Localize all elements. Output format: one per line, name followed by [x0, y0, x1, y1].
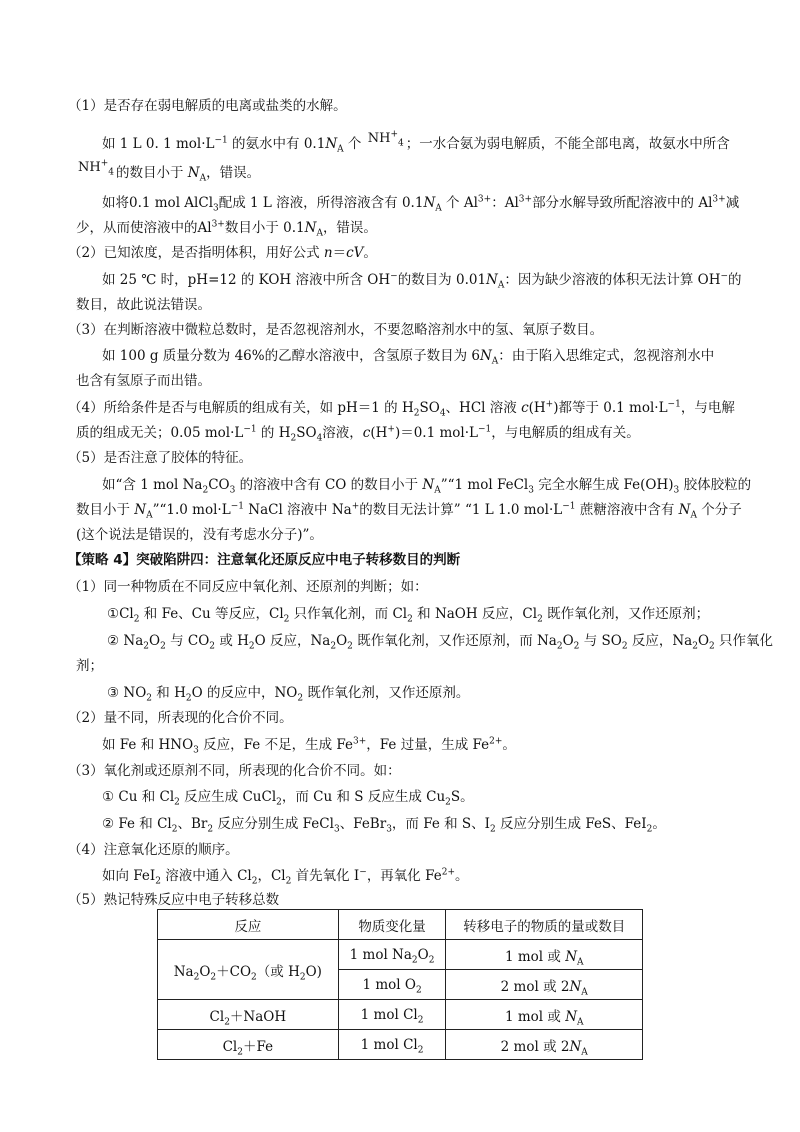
- paragraph-line: 如“含 1 mol $Na_2CO_3$ 的溶液中含有 CO 的数目小于 $N_A”“1$ mol FeCl$_3$ 完全水解生成 $Fe(OH)_3$ 胶体胶粒的: [102, 477, 752, 496]
- paragraph-line: 剂；: [76, 658, 103, 674]
- item-5-heading: （5）熟记特殊反应中电子转移总数: [68, 892, 280, 908]
- paragraph-line: $NH^+_4$ 的数目小于 $N_A$，错误。: [78, 158, 261, 184]
- table-cell: 1 mol 或 $N_A$: [446, 940, 643, 970]
- paragraph-line: 质的组成无关；0.05 $mol\cdot L^{-1}$ 的 $H_2SO_4$溶液，c(H+)＝0.1 $mol\cdot L^{-1}$，与电解质的组成有关。: [76, 424, 640, 444]
- paragraph-line: 少，从而使溶液中的$Al^{3+}$数目小于 $0.1N_A$，错误。: [76, 219, 377, 239]
- table-row: [158, 1000, 643, 1030]
- table-cell: 1 mol $Cl_2$: [338, 1000, 446, 1030]
- paragraph-line: 如向 FeI$_2$ 溶液中通入 $Cl_2$，$Cl_2$ 首先氧化 I−，再氧化 $Fe^{2+}$。: [102, 867, 469, 887]
- table-cell: 2 mol 或 $2N_A$: [446, 1030, 643, 1060]
- table-header-cell: 转移电子的物质的量或数目: [446, 910, 643, 940]
- strategy-heading: 【策略 4】突破陷阱四：注意氧化还原反应中电子转移数目的判断: [68, 552, 461, 568]
- item-2-heading: （2）已知浓度，是否指明体积，用好公式 n＝cV。: [68, 245, 377, 261]
- paragraph-line: ② Fe 和 $Cl_2$、$Br_2$ 反应分别生成 FeCl$_3$、FeBr$_3$，而 Fe 和 S、$I_2$ 反应分别生成 FeS、FeI$_2$。: [102, 816, 666, 835]
- item-5-heading: （5）是否注意了胶体的特征。: [68, 450, 253, 466]
- table-cell: $Cl_2+NaOH$: [158, 1000, 339, 1030]
- table-cell: $Na_2O_2+CO_2$（或 $H_2O$): [158, 940, 339, 1000]
- electron-transfer-table: [157, 909, 643, 1060]
- paragraph-line: 如 Fe 和 $HNO_3$ 反应，Fe 不足，生成 $Fe^{3+}$，Fe 过量，生成 $Fe^{2+}$。: [102, 736, 516, 756]
- table-header-cell: 物质变化量: [338, 910, 446, 940]
- paragraph-line: 数目，故此说法错误。: [76, 297, 211, 313]
- table-row: [158, 940, 643, 970]
- table-cell: $Cl_2+Fe$: [158, 1030, 339, 1060]
- item-4-heading: （4）所给条件是否与电解质的组成有关，如 pH＝1 的 $H_2SO_4$、HCl 溶液 c(H+)都等于 0.1 $mol\cdot L^{-1}$，与电解: [68, 399, 735, 419]
- paragraph-line: $①Cl_2$ 和 Fe、Cu 等反应，$Cl_2$ 只作氧化剂，而 $Cl_2$ 和 NaOH 反应，$Cl_2$ 既作氧化剂，又作还原剂；: [107, 606, 710, 625]
- table-cell: 2 mol 或 $2N_A$: [446, 970, 643, 1000]
- paragraph-line: 也含有氢原子而出错。: [76, 373, 211, 389]
- paragraph-line: ③ $NO_2$ 和 $H_2O$ 的反应中，$NO_2$ 既作氧化剂，又作还原剂。: [107, 685, 470, 704]
- item-3-heading: （3）氧化剂或还原剂不同，所表现的化合价不同。如：: [68, 763, 401, 779]
- paragraph-line: 如将0.1 mol AlCl$_3$配成 1 L 溶液，所得溶液含有 $0.1N_A$ 个 $Al^{3+}$：$Al^{3+}$部分水解导致所配溶液中的 $Al^{3+}$减: [102, 194, 740, 214]
- table-header-row: [158, 910, 643, 940]
- table-cell: 1 mol $O_2$: [338, 970, 446, 1000]
- paragraph-line: (这个说法是错误的，没有考虑水分子)”。: [76, 527, 323, 543]
- paragraph-line: 如 100 g 质量分数为 46%的乙醇水溶液中，含氢原子数目为 $6N_A$：由于陷入思维定式，忽视溶剂水中: [102, 348, 715, 367]
- item-3-heading: （3）在判断溶液中微粒总数时，是否忽视溶剂水，不要忽略溶剂水中的氢、氧原子数目。: [68, 322, 604, 338]
- table-header-cell: 反应: [158, 910, 339, 940]
- paragraph-line: ① Cu 和 $Cl_2$ 反应生成 CuCl$_2$，而 Cu 和 S 反应生成 $Cu_2S$。: [102, 789, 474, 808]
- table-cell: 1 mol $Na_2O_2$: [338, 940, 446, 970]
- item-1-heading: （1）同一种物质在不同反应中氧化剂、还原剂的判断；如：: [68, 579, 428, 595]
- paragraph-line: 如 1 L 0. 1 $mol\cdot L^{-1}$ 的氨水中有 $0.1N_A$ 个 $NH^+_4$ ；一水合氨为弱电解质，不能全部电离，故氨水中所含: [102, 129, 730, 155]
- table-cell: 1 mol $Cl_2$: [338, 1030, 446, 1060]
- table-row: [158, 1030, 643, 1060]
- table-cell: 1 mol 或 $N_A$: [446, 1000, 643, 1030]
- paragraph-line: 数目小于 $N_A”“1.0$ $mol\cdot L^{-1}$ NaCl 溶液中 Na+的数目无法计算” “1 L 1.0 $mol\cdot L^{-1}$ 蔗糖溶液中含有 $N_A$ 个分子: [76, 501, 742, 521]
- item-1-heading: （1）是否存在弱电解质的电离或盐类的水解。: [68, 98, 347, 114]
- item-2-heading: （2）量不同，所表现的化合价不同。: [68, 710, 293, 726]
- paragraph-line: ② $Na_2O_2$ 与 $CO_2$ 或 $H_2O$ 反应，$Na_2O_2$ 既作氧化剂，又作还原剂，而 $Na_2O_2$ 与 $SO_2$ 反应，$Na_2O_2$ 只作氧化: [107, 633, 774, 652]
- item-4-heading: （4）注意氧化还原的顺序。: [68, 842, 239, 858]
- paragraph-line: 如 25 ℃ 时，pH=12 的 KOH 溶液中所含 OH−的数目为 $0.01N_A$：因为缺少溶液的体积无法计算 OH−的: [102, 271, 742, 291]
